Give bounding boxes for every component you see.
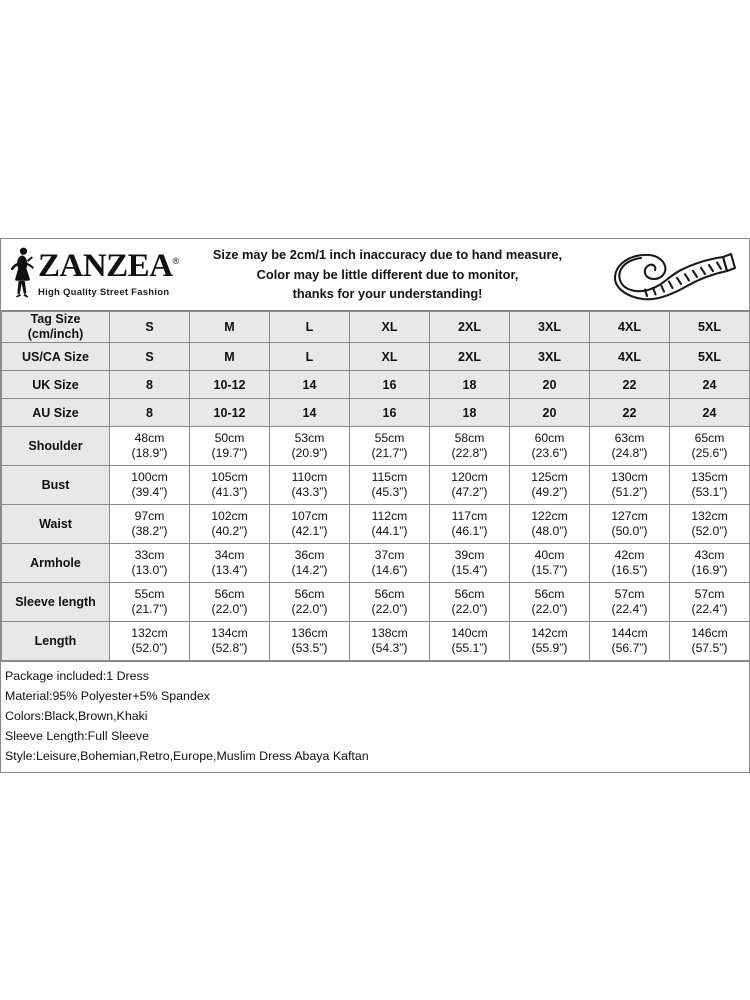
detail-style: Style:Leisure,Bohemian,Retro,Europe,Muslim Dress Abaya Kaftan — [5, 749, 369, 764]
row-label-bust: Bust — [2, 466, 110, 505]
woman-silhouette-icon — [7, 246, 37, 303]
cell-sleeve-length-2xl: 56cm (22.0”) — [430, 583, 510, 622]
registered-mark-icon: ® — [172, 256, 179, 266]
cell-us-ca-xl: XL — [350, 343, 430, 371]
chart-header — [1, 239, 749, 311]
table-row-waist — [2, 505, 750, 544]
cell-length-4xl: 144cm (56.7”) — [590, 622, 670, 661]
cell-us-ca-l: L — [270, 343, 350, 371]
cell-armhole-l: 36cm (14.2”) — [270, 544, 350, 583]
cell-shoulder-5xl: 65cm (25.6”) — [670, 427, 750, 466]
cell-shoulder-xl: 55cm (21.7”) — [350, 427, 430, 466]
cell-us-ca-2xl: 2XL — [430, 343, 510, 371]
cell-armhole-4xl: 42cm (16.5”) — [590, 544, 670, 583]
detail-material: Material:95% Polyester+5% Spandex — [5, 689, 210, 704]
cell-au-m: 10-12 — [190, 399, 270, 427]
cell-armhole-2xl: 39cm (15.4”) — [430, 544, 510, 583]
row-label-us-ca-size: US/CA Size — [2, 343, 110, 371]
cell-waist-s: 97cm (38.2”) — [110, 505, 190, 544]
cell-tag-size-xl: XL — [350, 312, 430, 343]
cell-sleeve-length-4xl: 57cm (22.4”) — [590, 583, 670, 622]
cell-bust-4xl: 130cm (51.2”) — [590, 466, 670, 505]
cell-armhole-xl: 37cm (14.6”) — [350, 544, 430, 583]
cell-armhole-s: 33cm (13.0”) — [110, 544, 190, 583]
table-row-length — [2, 622, 750, 661]
row-label-au-size: AU Size — [2, 399, 110, 427]
cell-sleeve-length-5xl: 57cm (22.4”) — [670, 583, 750, 622]
cell-shoulder-l: 53cm (20.9”) — [270, 427, 350, 466]
row-label-armhole: Armhole — [2, 544, 110, 583]
cell-length-2xl: 140cm (55.1”) — [430, 622, 510, 661]
cell-uk-5xl: 24 — [670, 371, 750, 399]
table-row-au-size — [2, 399, 750, 427]
cell-armhole-m: 34cm (13.4”) — [190, 544, 270, 583]
cell-armhole-5xl: 43cm (16.9”) — [670, 544, 750, 583]
row-label-tag-size — [2, 312, 110, 343]
cell-waist-3xl: 122cm (48.0”) — [510, 505, 590, 544]
row-label-line-1: Tag Size — [30, 312, 81, 326]
table-row-armhole — [2, 544, 750, 583]
cell-length-xl: 138cm (54.3”) — [350, 622, 430, 661]
cell-sleeve-length-l: 56cm (22.0”) — [270, 583, 350, 622]
notice-line-3: thanks for your understanding! — [292, 286, 483, 302]
cell-shoulder-m: 50cm (19.7”) — [190, 427, 270, 466]
cell-au-4xl: 22 — [590, 399, 670, 427]
cell-bust-xl: 115cm (45.3”) — [350, 466, 430, 505]
cell-us-ca-4xl: 4XL — [590, 343, 670, 371]
cell-shoulder-s: 48cm (18.9”) — [110, 427, 190, 466]
table-row-bust — [2, 466, 750, 505]
cell-uk-l: 14 — [270, 371, 350, 399]
measurement-notice — [176, 245, 599, 304]
table-row-sleeve-length — [2, 583, 750, 622]
table-row-us-ca-size — [2, 343, 750, 371]
table-row-uk-size — [2, 371, 750, 399]
cell-tag-size-5xl: 5XL — [670, 312, 750, 343]
cell-bust-m: 105cm (41.3”) — [190, 466, 270, 505]
cell-shoulder-3xl: 60cm (23.6”) — [510, 427, 590, 466]
cell-au-xl: 16 — [350, 399, 430, 427]
cell-length-5xl: 146cm (57.5”) — [670, 622, 750, 661]
row-label-sleeve-length: Sleeve length — [2, 583, 110, 622]
detail-sleeve-length: Sleeve Length:Full Sleeve — [5, 729, 149, 744]
cell-tag-size-m: M — [190, 312, 270, 343]
table-row-tag-size — [2, 312, 750, 343]
cell-au-2xl: 18 — [430, 399, 510, 427]
cell-waist-xl: 112cm (44.1”) — [350, 505, 430, 544]
cell-tag-size-3xl: 3XL — [510, 312, 590, 343]
cell-uk-2xl: 18 — [430, 371, 510, 399]
notice-line-1: Size may be 2cm/1 inch inaccuracy due to hand measure, — [212, 246, 563, 262]
cell-us-ca-3xl: 3XL — [510, 343, 590, 371]
cell-length-3xl: 142cm (55.9”) — [510, 622, 590, 661]
cell-tag-size-2xl: 2XL — [430, 312, 510, 343]
cell-us-ca-m: M — [190, 343, 270, 371]
cell-bust-s: 100cm (39.4”) — [110, 466, 190, 505]
cell-uk-m: 10-12 — [190, 371, 270, 399]
cell-uk-s: 8 — [110, 371, 190, 399]
cell-sleeve-length-3xl: 56cm (22.0”) — [510, 583, 590, 622]
cell-tag-size-4xl: 4XL — [590, 312, 670, 343]
cell-au-3xl: 20 — [510, 399, 590, 427]
cell-bust-l: 110cm (43.3”) — [270, 466, 350, 505]
cell-uk-4xl: 22 — [590, 371, 670, 399]
cell-bust-3xl: 125cm (49.2”) — [510, 466, 590, 505]
cell-armhole-3xl: 40cm (15.7”) — [510, 544, 590, 583]
cell-length-l: 136cm (53.5”) — [270, 622, 350, 661]
brand-logo — [1, 246, 179, 303]
cell-shoulder-4xl: 63cm (24.8”) — [590, 427, 670, 466]
notice-line-2: Color may be little different due to monitor, — [256, 266, 519, 282]
cell-waist-m: 102cm (40.2”) — [190, 505, 270, 544]
cell-length-s: 132cm (52.0”) — [110, 622, 190, 661]
cell-waist-5xl: 132cm (52.0”) — [670, 505, 750, 544]
cell-us-ca-5xl: 5XL — [670, 343, 750, 371]
product-details — [1, 661, 749, 772]
row-label-waist: Waist — [2, 505, 110, 544]
measuring-tape-icon — [599, 244, 749, 306]
cell-length-m: 134cm (52.8”) — [190, 622, 270, 661]
brand-name: ZANZEA® — [38, 248, 179, 284]
cell-waist-l: 107cm (42.1”) — [270, 505, 350, 544]
cell-au-s: 8 — [110, 399, 190, 427]
cell-uk-xl: 16 — [350, 371, 430, 399]
cell-tag-size-l: L — [270, 312, 350, 343]
table-row-shoulder — [2, 427, 750, 466]
cell-waist-4xl: 127cm (50.0”) — [590, 505, 670, 544]
cell-tag-size-s: S — [110, 312, 190, 343]
cell-waist-2xl: 117cm (46.1”) — [430, 505, 510, 544]
cell-bust-5xl: 135cm (53.1”) — [670, 466, 750, 505]
row-label-uk-size: UK Size — [2, 371, 110, 399]
row-label-length: Length — [2, 622, 110, 661]
cell-us-ca-s: S — [110, 343, 190, 371]
brand-tagline: High Quality Street Fashion — [38, 287, 170, 298]
cell-au-l: 14 — [270, 399, 350, 427]
cell-sleeve-length-m: 56cm (22.0”) — [190, 583, 270, 622]
detail-colors: Colors:Black,Brown,Khaki — [5, 709, 148, 724]
size-table — [1, 311, 750, 661]
cell-sleeve-length-xl: 56cm (22.0”) — [350, 583, 430, 622]
cell-au-5xl: 24 — [670, 399, 750, 427]
row-label-line-2: (cm/inch) — [27, 327, 84, 341]
row-label-shoulder: Shoulder — [2, 427, 110, 466]
cell-sleeve-length-s: 55cm (21.7”) — [110, 583, 190, 622]
cell-shoulder-2xl: 58cm (22.8”) — [430, 427, 510, 466]
detail-package-included: Package included:1 Dress — [5, 669, 149, 683]
cell-uk-3xl: 20 — [510, 371, 590, 399]
size-chart-card — [0, 238, 750, 773]
cell-bust-2xl: 120cm (47.2”) — [430, 466, 510, 505]
